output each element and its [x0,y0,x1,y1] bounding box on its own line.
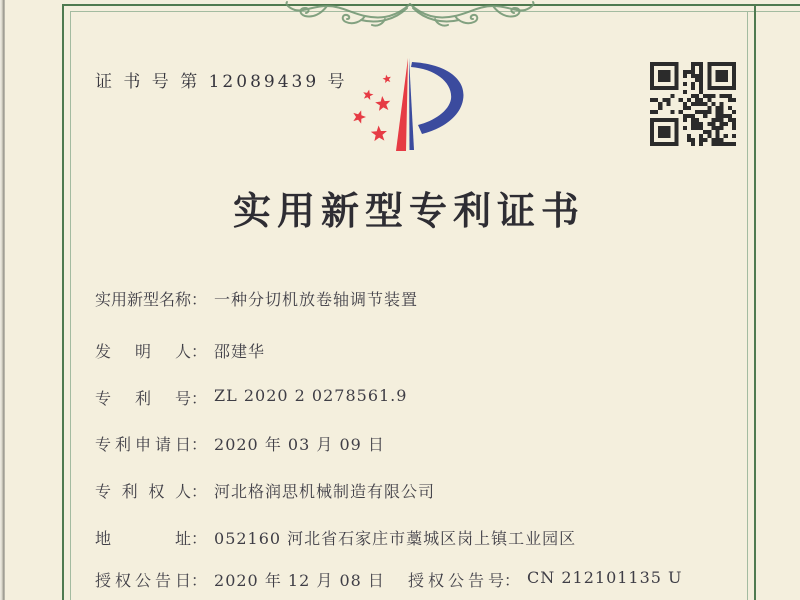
certificate-number: 证 书 号 第 12089439 号 [95,72,348,92]
frame-left-outer [62,4,64,600]
field-address [95,526,576,546]
field-label: 实用新型名称 [95,290,192,309]
field-value: 2020 年 12 月 08 日 [214,571,385,590]
field-value: ZL 2020 2 0278561.9 [214,386,408,405]
field-colon: ： [504,571,521,590]
field-inventor [95,339,265,359]
flourish-ornament-icon [265,0,555,30]
field-filing-date [95,432,385,452]
field-value: 邵建华 [214,342,266,361]
field-colon: ： [191,290,208,309]
frame-left-inner [70,11,71,600]
field-grant-date [95,568,385,590]
logo-spike-red [396,58,408,151]
field-grant-number [408,568,683,591]
field-value: 一种分切机放卷轴调节装置 [214,290,419,309]
qr-code [650,62,736,146]
cnipa-patent-logo-icon [330,55,490,175]
field-patent-number [95,386,407,406]
field-colon: ： [191,435,208,454]
field-utility-model-name [95,287,418,307]
field-label: 专利权人 [95,482,191,501]
frame-right-outer [754,4,756,600]
field-colon: ： [191,342,208,361]
field-label: 专利号 [95,389,191,408]
field-colon: ： [191,529,208,548]
field-value: 河北格润思机械制造有限公司 [214,482,436,501]
field-patentee [95,479,435,499]
field-value: 052160 河北省石家庄市藁城区岗上镇工业园区 [214,529,577,548]
field-label: 授权公告号 [408,571,504,590]
field-label: 发明人 [95,342,191,361]
field-grant-row [95,568,683,590]
field-colon: ： [191,571,208,590]
field-label: 地址 [95,529,191,548]
field-label: 授权公告日 [95,571,191,590]
logo-spike-blue [409,58,414,150]
field-colon: ： [191,482,208,501]
logo-p-bowl [411,62,463,134]
logo-stars [353,75,391,142]
frame-right-inner [747,11,748,600]
scan-edge [0,0,5,600]
field-colon: ： [191,389,208,408]
certificate-title: 实用新型专利证书 [232,188,585,233]
field-value: 2020 年 03 月 09 日 [214,435,385,454]
field-label: 专利申请日 [95,435,191,454]
field-value: CN 212101135 U [527,568,683,587]
